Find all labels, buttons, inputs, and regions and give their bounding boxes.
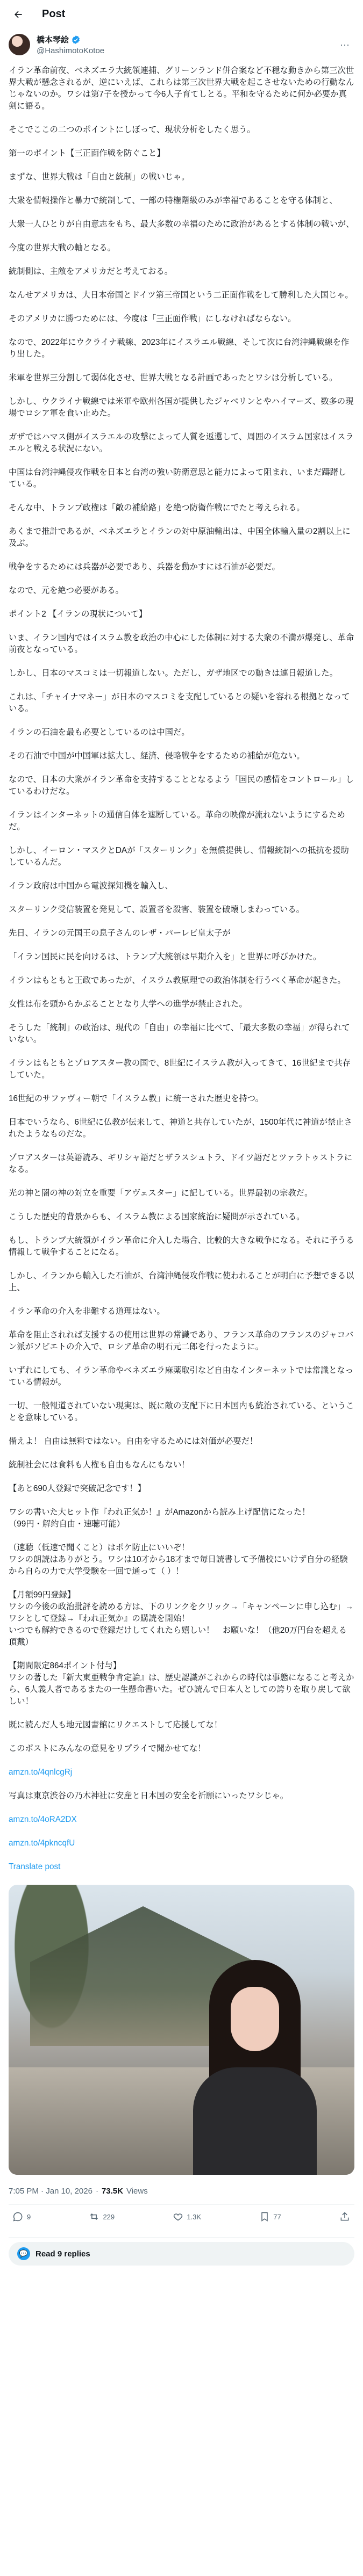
repost-icon bbox=[89, 2211, 99, 2222]
post-photo[interactable] bbox=[9, 1885, 354, 2175]
back-button[interactable] bbox=[9, 5, 28, 24]
post-paragraph: しかし、ウクライナ戦線では米軍や欧州各国が提供したジャベリンとやハイマーズ、数多の現場でロシア軍を食い止めた。 bbox=[9, 397, 354, 418]
post-paragraph: 革命を阻止されれば支援するの使用は世界の常識であり、フランス革命のフランスのジャコバン派がソビエトの介入で、ロシア革命の明石元二郎を行ったように。 bbox=[9, 1330, 354, 1351]
post-paragraph: しかし、日本のマスコミは一切報道しない。ただし、ガザ地区での動きは連日報道した。 bbox=[9, 669, 338, 678]
post-paragraph: なので、元を絶つ必要がある。 bbox=[9, 586, 124, 595]
reply-button[interactable] bbox=[13, 2211, 31, 2222]
timestamp[interactable]: 7:05 PM · Jan 10, 2026 bbox=[9, 2187, 92, 2196]
post-paragraph: こうした歴史的背景からも、イスラム教による国家統治に疑問が示されている。 bbox=[9, 1212, 305, 1221]
post-paragraph: なので、日本の大衆がイラン革命を支持することとなるよう「国民の感情をコントロール」しているわけだな。 bbox=[9, 775, 354, 796]
post-paragraph: 【期間限定864ポイント付与】 ワシの著した『新大東亜戦争肯定論』は、歴史認識がこれからの時代は事態になること考えから、6人義人者であるまたの一生懸命書いた。ぜひ読んで日本人としての誇りを取り戻して欲しい！ bbox=[9, 1661, 354, 1706]
page-title: Post bbox=[42, 8, 66, 20]
read-replies-button[interactable] bbox=[9, 2242, 354, 2266]
post-paragraph: まずな、世界大戦は「自由と統制」の戦いじゃ。 bbox=[9, 172, 190, 182]
post-paragraph: そのアメリカに勝つためには、今度は「三正面作戦」にしなければならない。 bbox=[9, 314, 296, 323]
post-paragraph: 備えよ！ 自由は無料ではない。自由を守るためには対価が必要だ！ bbox=[9, 1437, 258, 1446]
post-paragraph: そうした「統制」の政治は、現代の「自由」の幸福に比べて、「最大多数の幸福」が得られていない。 bbox=[9, 1023, 350, 1044]
reply-count: 9 bbox=[27, 2212, 31, 2221]
post-paragraph: 一切、一般報道されていない現実は、既に敵の支配下に日本国内も統治されている、ということを意味している。 bbox=[9, 1401, 354, 1422]
post-meta: 7:05 PM · Jan 10, 2026 · 73.5K Views bbox=[9, 2187, 148, 2196]
post-paragraph: ガザではハマス側がイスラエルの攻撃によって人質を返還して、周囲のイスラム国家はイスラエルと戦える状況にない。 bbox=[9, 432, 354, 453]
post-paragraph: このポストにみんなの意見をリプライで聞かせてな！ bbox=[9, 1744, 206, 1753]
post-paragraph: 「イラン国民に民を向けるは、トランプ大統領は早期介入を」と世界に呼びかけた。 bbox=[9, 952, 322, 961]
post-link[interactable]: amzn.to/4pkncqfU bbox=[9, 1839, 75, 1848]
post-paragraph: その石油で中国が中国軍は拡大し、経済、侵略戦争をするための補給が危ない。 bbox=[9, 751, 305, 761]
post-paragraph: ワシの書いた大ヒット作『われ正気か！』がAmazonから読み上げ配信になった！ （99円・解約自由・速聴可能） bbox=[9, 1508, 310, 1529]
post-paragraph: イラン革命の介入を非難する道理はない。 bbox=[9, 1307, 165, 1316]
views-label: Views bbox=[126, 2187, 148, 2196]
share-button[interactable] bbox=[339, 2211, 350, 2222]
heart-icon bbox=[173, 2211, 183, 2222]
post-paragraph: 今度の世界大戦の軸となる。 bbox=[9, 243, 116, 252]
bookmark-count: 77 bbox=[273, 2212, 281, 2221]
author-name[interactable]: 橋本琴絵 bbox=[37, 35, 69, 45]
post-paragraph: 光の神と闇の神の対立を重要「アヴェスター」に記している。世界最初の宗教だ。 bbox=[9, 1189, 313, 1198]
post-paragraph: ゾロアスターは英語読み、ギリシャ語だとザラスシュトラ、ドイツ語だとツァラトゥストラになる。 bbox=[9, 1153, 353, 1174]
post-paragraph: これは、「チャイナマネー」が日本のマスコミを支配しているとの疑いを容れる根拠となっている。 bbox=[9, 692, 350, 713]
views-count: 73.5K bbox=[101, 2187, 123, 2196]
post-paragraph: いずれにしても、イラン革命やベネズエラ麻薬取引など自由なインターネットでは常識となっている情報が。 bbox=[9, 1366, 354, 1387]
post-paragraph: あくまで推計であるが、ベネズエラとイランの対中原油輸出は、中国全体輸入量の2割以上に及ぶ。 bbox=[9, 527, 351, 548]
post-paragraph: イラン革命前夜、ベネズエラ大統領連捕、グリーンランド併合案など不穏な動きから第三次世界大戦が懸念されるが、逆にいえば、これらは第三次世界大戦を起こさせないための行動なんじゃないのか。ワシは第7子を授かって今6人子育てしとる。平和を守るために何か必要か真剣に語る。 bbox=[9, 66, 354, 111]
post-paragraph: スターリンク受信装置を発見して、設置者を殺害、装置を破壊しまわっている。 bbox=[9, 905, 304, 914]
post-text bbox=[0, 65, 363, 1873]
post-paragraph: イランの石油を最も必要としているのは中国だ。 bbox=[9, 728, 190, 737]
top-bar bbox=[0, 0, 363, 28]
post-paragraph: （速聴（低速で聞くこと）はポケ防止にいいぞ！ ワシの朗読はありがとう。ワシは10才から18才まで毎日読書して予備校にいけず自分の経験から自らの力で大学受験を一回で通って（ ）！ bbox=[9, 1543, 348, 1576]
avatar[interactable] bbox=[9, 34, 30, 55]
share-icon bbox=[339, 2211, 350, 2222]
reply-icon bbox=[13, 2211, 24, 2222]
post-paragraph: 戦争をするためには兵器が必要であり、兵器を動かすには石油が必要だ。 bbox=[9, 562, 280, 571]
post-paragraph: 統制社会には食料も人権も自由もなんにもない！ bbox=[9, 1460, 190, 1470]
post-paragraph: 写真は東京渋谷の乃木神社に安産と日本国の安全を祈願にいったワシじゃ。 bbox=[9, 1791, 289, 1800]
post-paragraph: そんな中、トランプ政権は「敵の補給路」を絶つ防衛作戦にでたと考えられる。 bbox=[9, 503, 305, 512]
post-link[interactable]: amzn.to/4oRA2DX bbox=[9, 1815, 77, 1824]
post-paragraph: 大衆を情報操作と暴力で統制して、一部の特権階級のみが幸福であることを守る体制と、 bbox=[9, 196, 338, 205]
post-paragraph: 大衆一人ひとりが自由意志をもち、最大多数の幸福のために政治があるとする体制の戦いが、 bbox=[9, 220, 354, 229]
post-paragraph: そこでここの二つのポイントにしぼって、現状分析をしたく思う。 bbox=[9, 125, 255, 134]
replies-icon: 💬 bbox=[17, 2247, 30, 2260]
post-paragraph: ポイント2 【イランの現状について】 bbox=[9, 610, 147, 619]
post-paragraph: イランはインターネットの通信自体を遮断している。革命の映像が流れないようにするためだ。 bbox=[9, 811, 345, 831]
post-paragraph: なので、2022年にウクライナ戦線、2023年にイスラエル戦線、そして次に台湾沖縄戦線を作り出した。 bbox=[9, 338, 350, 359]
post-paragraph: 中国は台湾沖縄侵攻作戦を日本と台湾の強い防衛意思と能力によって阻まれ、いまだ躊躇している。 bbox=[9, 468, 347, 489]
post-paragraph: 統制側は、主敵をアメリカだと考えておる。 bbox=[9, 267, 173, 276]
repost-button[interactable] bbox=[89, 2211, 115, 2222]
post-paragraph: しかし、イランから輸入した石油が、台湾沖縄侵攻作戦に使われることが明白に予想できる以上、 bbox=[9, 1271, 354, 1292]
post-link[interactable]: amzn.to/4qnlcgRj bbox=[9, 1768, 73, 1777]
bookmark-button[interactable] bbox=[259, 2211, 281, 2222]
post-paragraph: 【月額99円登録】 ワシの今後の政治批評を読める方は、下のリンクをクリック→「キャンペーンに申し込む」→ワシとして登録→『われ正気か』の購読を開始！ いつでも解約できるので登録だけしてくれたら嬉しい！ お願いな！（他20万円台を超える頂戴） bbox=[9, 1590, 354, 1647]
action-bar bbox=[0, 2205, 363, 2228]
author-handle[interactable]: @HashimotoKotoe bbox=[37, 46, 105, 55]
post-paragraph: 女性は布を頭からかぶることとなり大学への進学が禁止された。 bbox=[9, 1000, 247, 1009]
verified-badge-icon bbox=[71, 35, 81, 45]
like-count: 1.3K bbox=[187, 2212, 202, 2221]
post-paragraph: イランはもともとゾロアスター教の国で、8世紀にイスラム教が入ってきて、16世紀まで共存していた。 bbox=[9, 1059, 351, 1080]
post-paragraph: イラン政府は中国から電波探知機を輸入し、 bbox=[9, 881, 173, 891]
post-paragraph: 既に読んだ人も地元図書館にリクエストして応援してな！ bbox=[9, 1720, 223, 1730]
post-paragraph: なんせアメリカは、大日本帝国とドイツ第三帝国という二正面作戦をして勝利した大国じゃ。 bbox=[9, 291, 353, 300]
post-paragraph: 先日、イランの元国王の息子さんのレザ・パーレビ皇太子が bbox=[9, 929, 231, 938]
post-paragraph: 16世紀のサファヴィー朝で「イスラム教」に統一された歴史を持つ。 bbox=[9, 1094, 264, 1103]
bookmark-icon bbox=[259, 2211, 270, 2222]
post-paragraph: しかし、イーロン・マスクとDAが「スターリンク」を無償提供し、情報統制への抵抗を援助しているんだ。 bbox=[9, 846, 349, 867]
read-replies-label: Read 9 replies bbox=[35, 2249, 90, 2259]
post-paragraph: もし、トランプ大統領がイラン革命に介入した場合、比較的大きな戦争になる。それに予うる情報して戦争することになる。 bbox=[9, 1236, 354, 1257]
arrow-left-icon bbox=[13, 9, 24, 20]
post-paragraph: 日本でいうなら、6世紀に仏教が伝来して、神道と共存していたが、1500年代に神道が禁止されたようなものだな。 bbox=[9, 1118, 352, 1139]
translate-post-link[interactable]: Translate post bbox=[9, 1862, 61, 1871]
post-paragraph: イランはもともと王政であったが、イスラム教原理での政治体制を行うべく革命が起きた。 bbox=[9, 976, 346, 985]
more-options-icon[interactable]: ··· bbox=[340, 39, 350, 50]
repost-count: 229 bbox=[103, 2212, 115, 2221]
like-button[interactable] bbox=[173, 2211, 201, 2222]
post-paragraph: いま、イラン国内ではイスラム教を政治の中心にした体制に対する大衆の不満が爆発し、革命前夜となっている。 bbox=[9, 633, 354, 654]
post-paragraph: 米軍を世界三分割して弱体化させ、世界大戦となる計画であったとワシは分析している。 bbox=[9, 373, 338, 382]
post-author bbox=[0, 28, 363, 61]
post-paragraph: 【あと690人登録で突破記念です！】 bbox=[9, 1484, 146, 1493]
post-paragraph: 第一のポイント【三正面作戦を防ぐこと】 bbox=[9, 149, 165, 158]
